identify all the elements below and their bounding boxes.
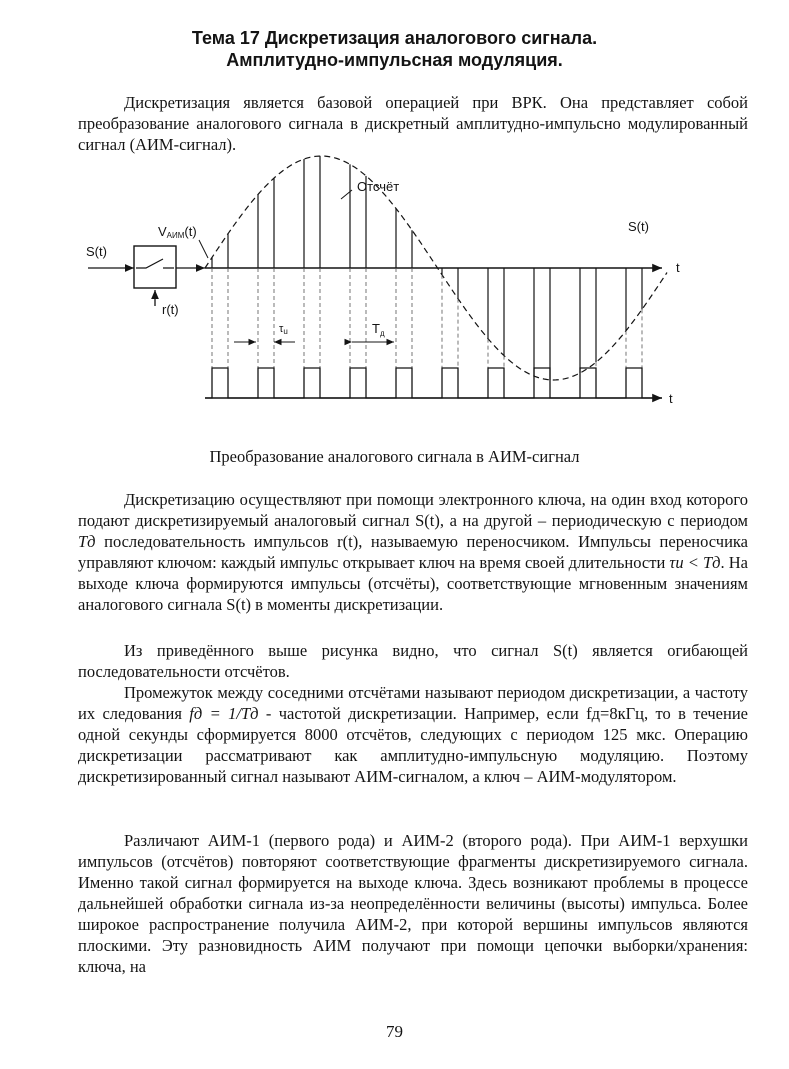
tau-inequality: τu < Tд — [669, 553, 721, 572]
figure-caption: Преобразование аналогового сигнала в АИМ-сигнал — [209, 447, 580, 466]
paragraph-3: Промежуток между соседними отсчётами называют периодом дискретизации, а частоту их следования fд = 1/Tд - частотой дискретизации. Например, если fд=8кГц, то в течение одной секунды сформируется 8000 отсчётов, следующих с периодом 125 мкс. Операцию дискретизации рассматривают как амплитудно-импульсную модуляцию. Поэтому дискретизированный сигнал называют АИМ-сигналом, а ключ – АИМ-модулятором. — [78, 683, 748, 786]
svg-text:VАИМ(t): VАИМ(t) — [158, 224, 197, 240]
switch-symbol — [136, 259, 174, 268]
svg-text:τu: τu — [279, 323, 288, 336]
label-st-right: S(t) — [628, 219, 649, 234]
sample-guides — [212, 268, 642, 380]
intro-paragraph: Дискретизация является базовой операцией при ВРК. Она представляет собой преобразование аналогового сигнала в дискретный амплитудно-импульсно модулированный сигнал (АИМ-сигнал). — [78, 93, 748, 154]
label-input-st: S(t) — [86, 244, 107, 259]
label-t-top: t — [676, 260, 680, 275]
paragraph-4: Различают АИМ-1 (первого рода) и АИМ-2 (второго рода). При АИМ-1 верхушки импульсов (отсчётов) повторяют соответствующие фрагменты дискретизируемого сигнала. Именно такой сигнал формируется на выходе ключа. Здесь возникают проблемы в процессе дальнейшей обработки сигнала из-за неопределённости величины (высоты) импульса. Более широкое распространение получила АИМ-2, при которой вершины импульсов являются плоскими. Эту разновидность АИМ получают при помощи цепочки выборки/хранения: ключа, на — [78, 831, 748, 976]
page-number: 79 — [386, 1022, 403, 1041]
aim-signal-diagram — [0, 0, 789, 440]
paragraph-1: Дискретизацию осуществляют при помощи электронного ключа, на один вход которого подают дискретизируемый аналоговый сигнал S(t), а на другой – периодическую с периодом Tд последовательность импульсов r(t), называемую переносчиком. Импульсы переносчика управляют ключом: каждый импульс открывает ключ на время своей длительности τu < Tд. На выходе ключа формируются импульсы (отсчёты), соответствующие мгновенным значениям аналогового сигнала S(t) в моменты дискретизации. — [78, 490, 748, 614]
pulse-train — [205, 368, 662, 398]
label-tau: τ — [279, 323, 284, 335]
page-title-line-2: Амплитудно-импульсная модуляция. — [226, 50, 563, 70]
svg-text:Tд: $T_д$ — [372, 321, 385, 338]
key-box — [134, 246, 176, 288]
paragraph-2: Из приведённого выше рисунка видно, что сигнал S(t) является огибающей последовательности отсчётов. — [78, 641, 748, 681]
label-t-bottom: t — [669, 391, 673, 406]
label-td: T — [372, 321, 380, 336]
label-sample: Отсчёт — [357, 179, 400, 194]
page-title-line-1: Тема 17 Дискретизация аналогового сигнала. — [191, 28, 598, 48]
label-rt: r(t) — [162, 302, 179, 317]
td-symbol: Tд — [78, 532, 96, 551]
fd-formula: fд = 1/Tд — [189, 704, 259, 723]
label-vaim: V — [158, 224, 167, 239]
